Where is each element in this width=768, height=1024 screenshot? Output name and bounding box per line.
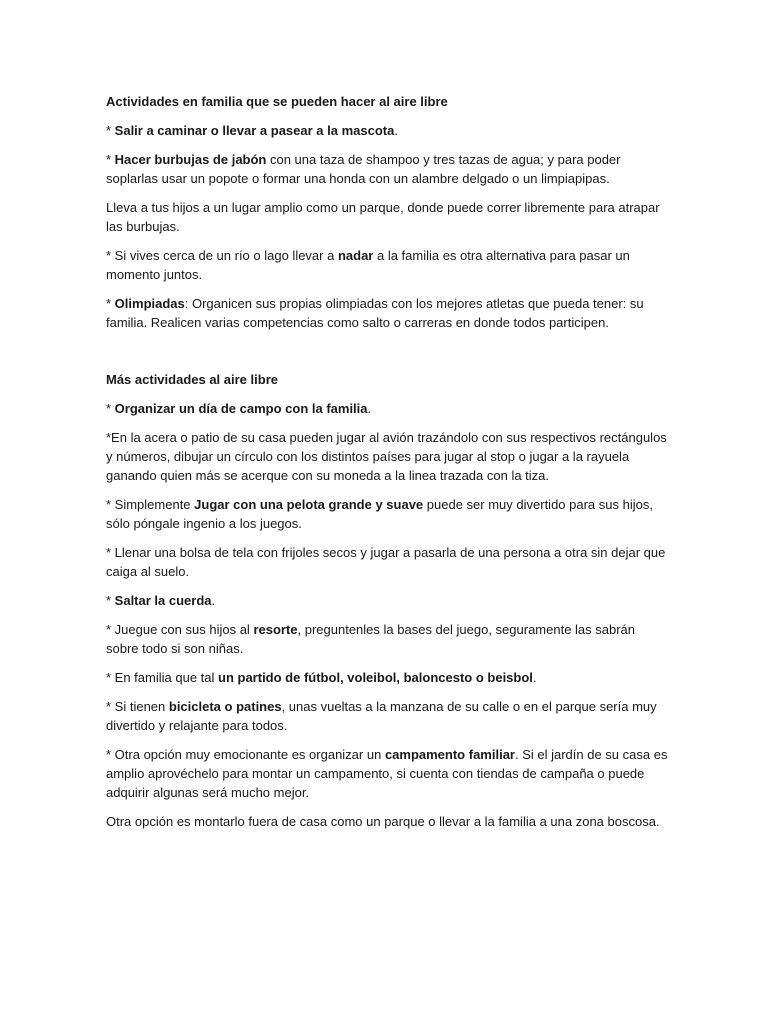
- bold-text: un partido de fútbol, voleibol, baloncesto o beisbol: [218, 670, 533, 685]
- bold-text: Jugar con una pelota grande y suave: [194, 497, 424, 512]
- text-run: * Juegue con sus hijos al: [106, 622, 254, 637]
- bold-text: resorte: [253, 622, 298, 637]
- paragraph-list: [106, 121, 668, 332]
- paragraph: [106, 428, 668, 485]
- text-run: .: [532, 670, 537, 685]
- text-run: * Simplemente: [106, 497, 195, 512]
- text-run: .: [367, 401, 372, 416]
- paragraph: [106, 620, 668, 658]
- paragraph: [106, 697, 668, 735]
- text-run: Lleva a tus hijos a un lugar amplio como un parque, donde puede correr libremente para atrapar las burbujas.: [106, 200, 660, 234]
- paragraph: [106, 198, 668, 236]
- text-run: *: [106, 123, 115, 138]
- section-heading: Actividades en familia que se pueden hacer al aire libre: [106, 94, 448, 109]
- text-run: : Organicen sus propias olimpiadas con los mejores atletas que pueda tener: su familia. Realicen varias competencias como salto o carreras en donde todos participen.: [106, 296, 644, 330]
- paragraph: [106, 745, 668, 802]
- paragraph: [106, 150, 668, 188]
- text-run: * Si vives cerca de un río o lago llevar a: [106, 248, 338, 263]
- bold-text: bicicleta o patines: [168, 699, 282, 714]
- section-heading: Más actividades al aire libre: [106, 372, 278, 387]
- text-run: *: [106, 401, 115, 416]
- paragraph: [106, 495, 668, 533]
- bold-text: Hacer burbujas de jabón: [114, 152, 267, 167]
- text-run: Otra opción es montarlo fuera de casa como un parque o llevar a la familia a una zona boscosa.: [106, 814, 660, 829]
- paragraph: [106, 812, 668, 831]
- text-run: *: [106, 152, 115, 167]
- paragraph-list: [106, 399, 668, 831]
- text-run: * Otra opción muy emocionante es organizar un: [106, 747, 385, 762]
- text-run: a la familia es otra alternativa para pasar un momento juntos.: [106, 248, 630, 282]
- section-spacer: [106, 342, 668, 370]
- bold-text: Olimpiadas: [114, 296, 185, 311]
- bold-text: Salir a caminar o llevar a pasear a la mascota: [114, 123, 395, 138]
- text-run: * Si tienen: [106, 699, 169, 714]
- paragraph: [106, 543, 668, 581]
- text-run: .: [394, 123, 398, 138]
- paragraph: [106, 294, 668, 332]
- paragraph: [106, 399, 668, 418]
- text-run: , unas vueltas a la manzana de su calle o en el parque sería muy divertido y relajante para todos.: [106, 699, 657, 733]
- text-run: * Llenar una bolsa de tela con frijoles secos y jugar a pasarla de una persona a otra sin dejar que caiga al suelo.: [106, 545, 666, 579]
- text-run: *: [106, 593, 115, 608]
- paragraph: [106, 246, 668, 284]
- bold-text: nadar: [337, 248, 374, 263]
- bold-text: Organizar un día de campo con la familia: [114, 401, 368, 416]
- text-run: puede ser muy divertido para sus hijos, sólo póngale ingenio a los juegos.: [106, 497, 653, 531]
- section-more-activities: [106, 370, 668, 831]
- text-run: .: [211, 593, 216, 608]
- paragraph: [106, 121, 668, 140]
- text-run: *En la acera o patio de su casa pueden jugar al avión trazándolo con sus respectivos rectángulos y números, dibujar un círculo con los distintos países para jugar al stop o jugar a la rayuela ganando quien más se acerque con su moneda a la linea trazada con la tiza.: [106, 430, 667, 483]
- text-run: . Si el jardín de su casa es amplio aprovéchelo para montar un campamento, si cuenta con tiendas de campaña o puede adquirir algunas será mucho mejor.: [106, 747, 668, 800]
- text-run: * En familia que tal: [106, 670, 219, 685]
- paragraph: [106, 668, 668, 687]
- text-run: *: [106, 296, 115, 311]
- text-run: con una taza de shampoo y tres tazas de agua; y para poder soplarlas usar un popote o formar una honda con un alambre delgado o un limpiapipas.: [106, 152, 621, 186]
- bold-text: Saltar la cuerda: [114, 593, 212, 608]
- paragraph: [106, 591, 668, 610]
- section-outdoor-activities: [106, 92, 668, 332]
- text-run: , preguntenles la bases del juego, seguramente las sabrán sobre todo si son niñas.: [106, 622, 636, 656]
- bold-text: campamento familiar: [384, 747, 515, 762]
